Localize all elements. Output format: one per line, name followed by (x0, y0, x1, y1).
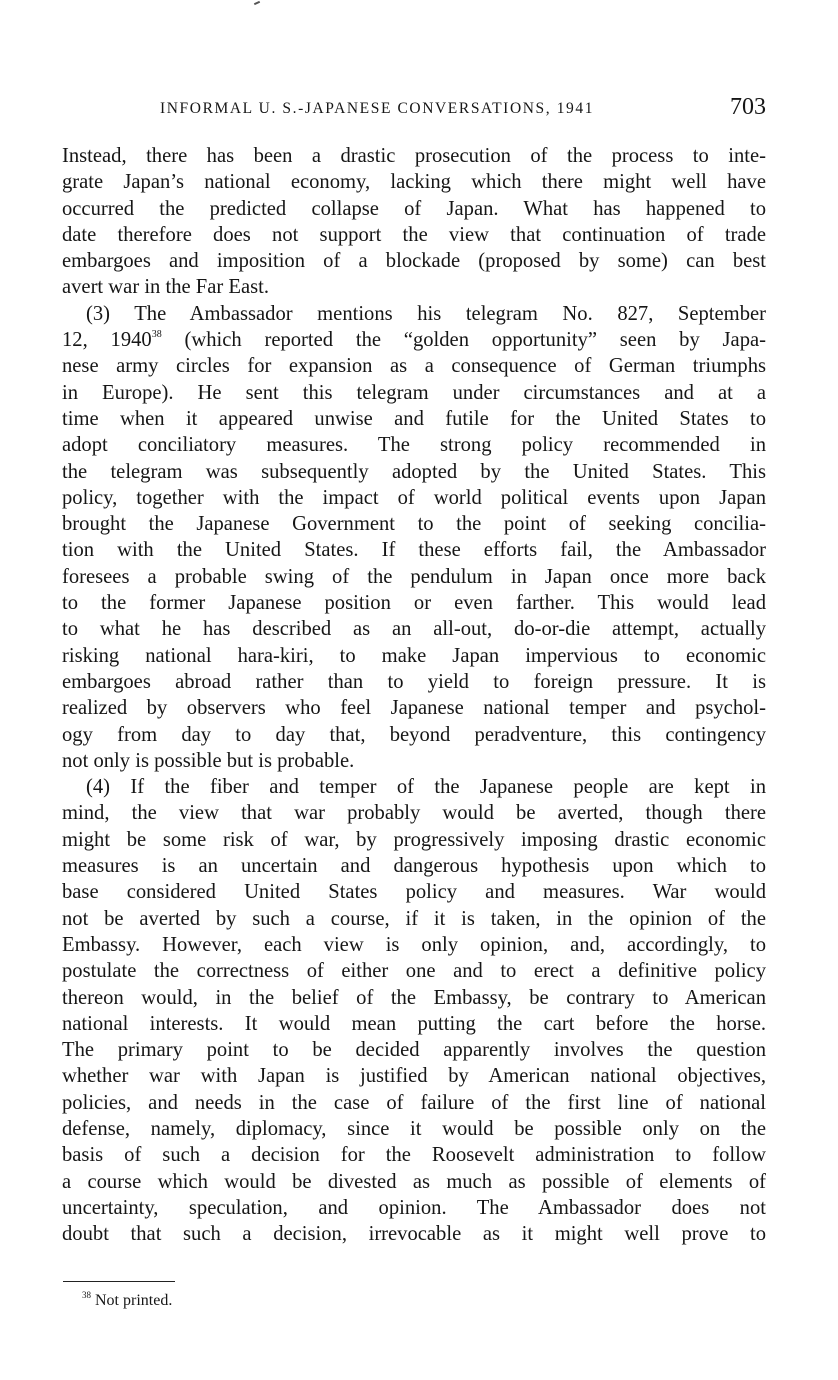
text-line: tion with the United States. If these efforts fail, the Ambassador (62, 539, 766, 562)
text-line: brought the Japanese Government to the point of seeking concilia- (62, 513, 766, 536)
text-line-with-footnote-ref (62, 327, 766, 353)
text-line: defense, namely, diplomacy, since it would be possible only on the (62, 1117, 766, 1140)
text-line: a course which would be divested as much as possible of elements of (62, 1170, 766, 1193)
text-line: measures is an uncertain and dangerous hypothesis upon which to (62, 855, 766, 878)
text-line: policy, together with the impact of world political events upon Japan (62, 486, 766, 509)
stray-ink-mark (254, 1, 260, 5)
text-segment: 12, 1940 (62, 329, 152, 352)
text-line: not only is possible but is probable. (62, 749, 355, 772)
body-text (62, 143, 766, 1247)
text-line: time when it appeared unwise and futile for the United States to (62, 407, 766, 430)
footnote-text: Not printed. (95, 1292, 173, 1309)
text-line: base considered United States policy and measures. War would (62, 881, 766, 904)
text-line: nese army circles for expansion as a consequence of German triumphs (62, 355, 766, 378)
text-line: not be averted by such a course, if it is taken, in the opinion of the (62, 907, 766, 930)
footnote (82, 1292, 172, 1310)
text-line: the telegram was subsequently adopted by the United States. This (62, 460, 766, 483)
text-line: national interests. It would mean putting the cart before the horse. (62, 1012, 766, 1035)
paragraph-3 (62, 301, 766, 774)
footnote-marker: 38 (82, 1290, 91, 1300)
text-segment: (which reported the “golden opportunity” seen by Japa- (161, 329, 766, 352)
text-line: Embassy. However, each view is only opinion, and, accordingly, to (62, 933, 766, 956)
paragraph-continuation (62, 143, 766, 301)
text-line: mind, the view that war probably would be averted, though there (62, 802, 766, 825)
text-line: Instead, there has been a drastic prosecution of the process to inte- (62, 145, 766, 167)
footnote-reference: 38 (151, 329, 162, 341)
text-line: basis of such a decision for the Roosevelt administration to follow (62, 1144, 766, 1167)
text-line: doubt that such a decision, irrevocable as it might well prove to (62, 1223, 766, 1246)
text-line: whether war with Japan is justified by American national objectives, (62, 1065, 766, 1088)
text-line: policies, and needs in the case of failure of the first line of national (62, 1091, 766, 1114)
text-line: avert war in the Far East. (62, 276, 270, 299)
text-line: uncertainty, speculation, and opinion. The Ambassador does not (62, 1196, 766, 1219)
footnote-rule (63, 1281, 175, 1282)
text-line: adopt conciliatory measures. The strong policy recommended in (62, 434, 766, 457)
text-line: in Europe). He sent this telegram under circumstances and at a (62, 381, 766, 404)
text-line: to the former Japanese position or even farther. This would lead (62, 592, 766, 615)
text-line: might be some risk of war, by progressively imposing drastic economic (62, 828, 766, 851)
text-line: postulate the correctness of either one and to erect a definitive policy (62, 960, 766, 983)
page-number: 703 (730, 94, 766, 120)
text-line: (3) The Ambassador mentions his telegram No. 827, September (86, 302, 766, 325)
paragraph-4 (62, 774, 766, 1247)
text-line: ogy from day to day that, beyond peradventure, this contingency (62, 723, 766, 746)
text-line: date therefore does not support the view that continuation of trade (62, 223, 766, 246)
running-title: INFORMAL U. S.-JAPANESE CONVERSATIONS, 1941 (160, 100, 595, 117)
text-line: risking national hara-kiri, to make Japan impervious to economic (62, 644, 766, 667)
text-line: embargoes abroad rather than to yield to foreign pressure. It is (62, 670, 766, 693)
text-line: occurred the predicted collapse of Japan. What has happened to (62, 197, 766, 220)
running-head (62, 94, 766, 124)
text-line: (4) If the fiber and temper of the Japanese people are kept in (86, 776, 766, 799)
text-line: to what he has described as an all-out, do-or-die attempt, actually (62, 618, 766, 641)
text-line: foresees a probable swing of the pendulum in Japan once more back (62, 565, 766, 588)
text-line: thereon would, in the belief of the Embassy, be contrary to American (62, 986, 766, 1009)
text-line: realized by observers who feel Japanese national temper and psychol- (62, 697, 766, 720)
text-line: grate Japan’s national economy, lacking which there might well have (62, 171, 766, 194)
text-line: The primary point to be decided apparently involves the question (62, 1039, 766, 1062)
text-line: embargoes and imposition of a blockade (proposed by some) can best (62, 250, 766, 273)
